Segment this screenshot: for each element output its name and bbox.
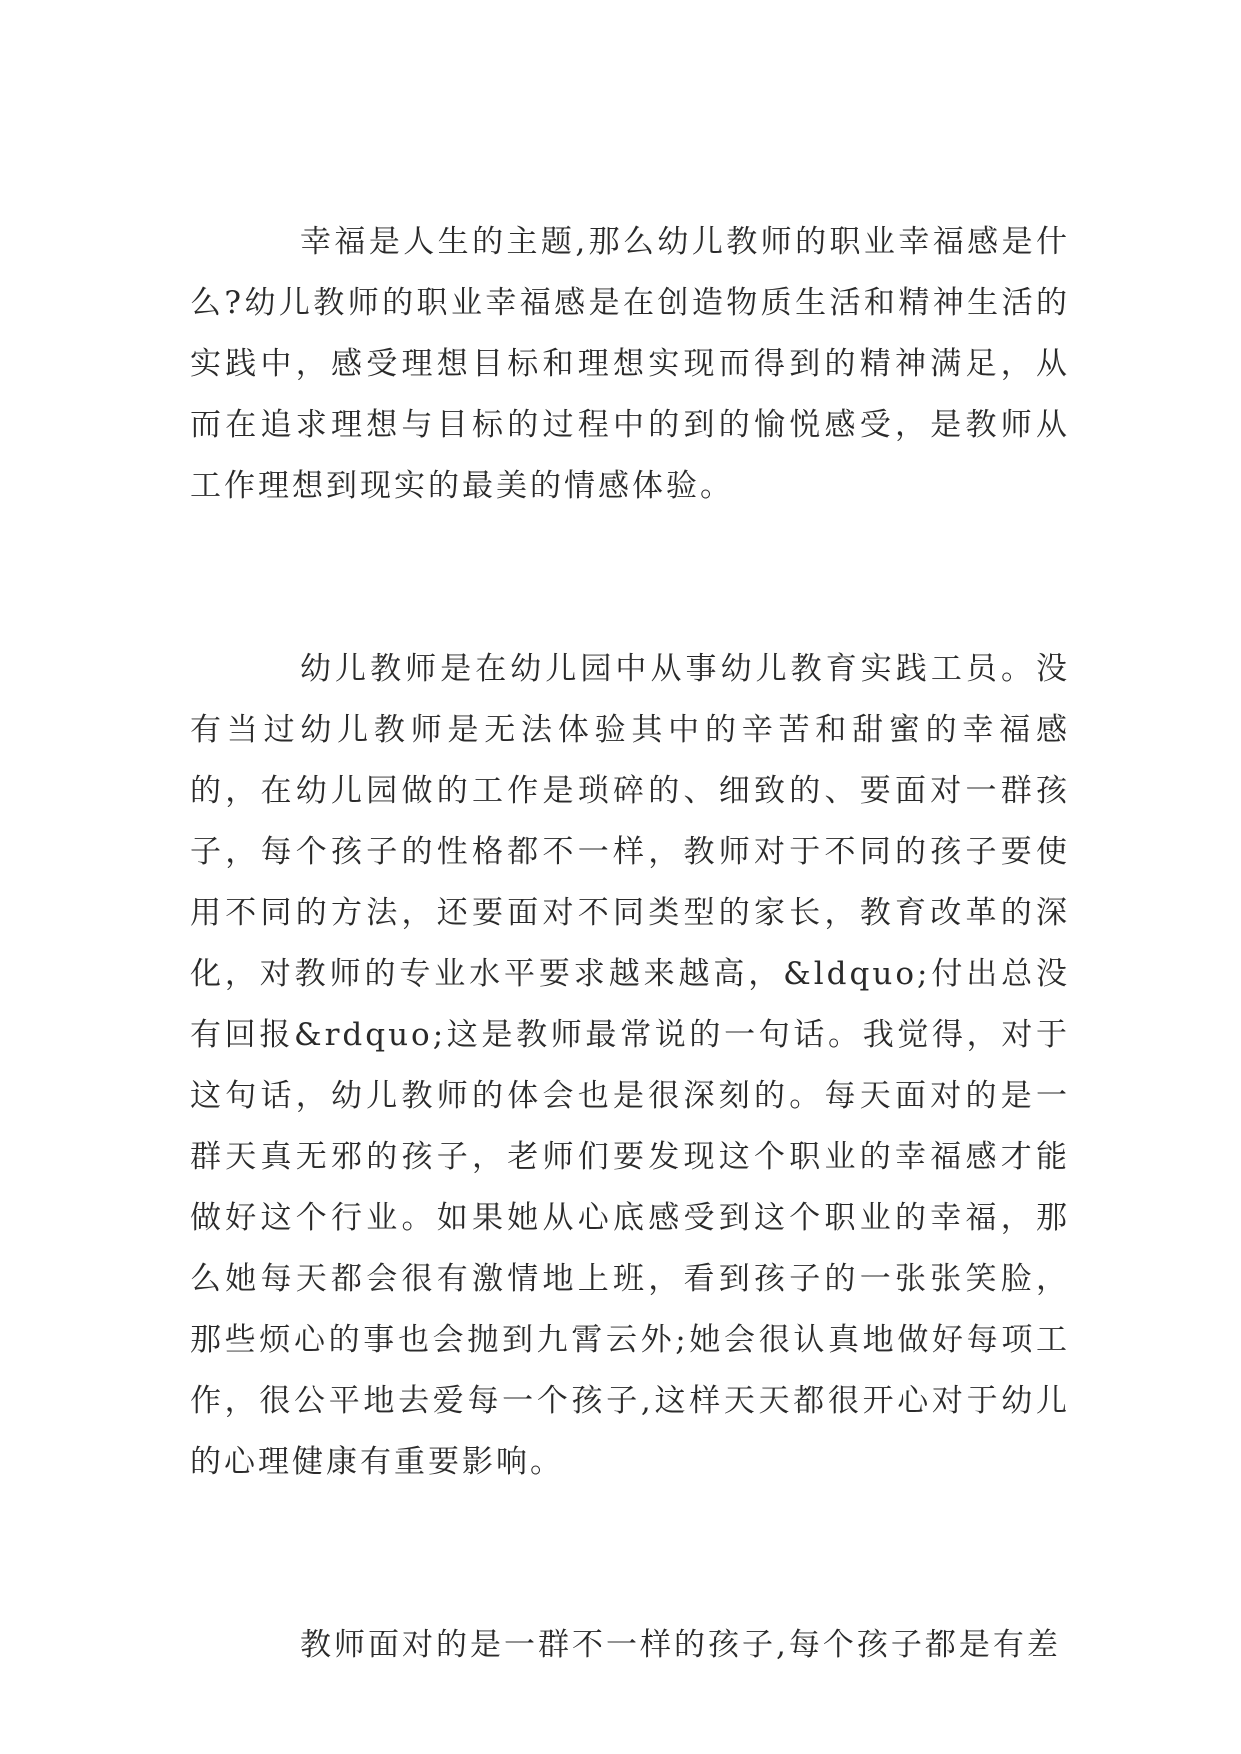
document-body <box>190 212 1070 1676</box>
paragraph-different-children: 教师面对的是一群不一样的孩子,每个孩子都是有差 <box>300 1627 1061 1663</box>
paragraph-kindergarten-teacher: 幼儿教师是在幼儿园中从事幼儿教育实践工员。没有当过幼儿教师是无法体验其中的辛苦和甜蜜的幸福感的，在幼儿园做的工作是琐碎的、细致的、要面对一群孩子，每个孩子的性格都不一样，教师对于不同的孩子要使用不同的方法，还要面对不同类型的家长，教育改革的深化，对教师的专业水平要求越来越高，&ldquo;付出总没有回报&rdquo;这是教师最常说的一句话。我觉得，对于这句话，幼儿教师的体会也是很深刻的。每天面对的是一群天真无邪的孩子，老师们要发现这个职业的幸福感才能做好这个行业。如果她从心底感受到这个职业的幸福，那么她每天都会很有激情地上班，看到孩子的一张张笑脸，那些烦心的事也会抛到九霄云外;她会很认真地做好每项工作，很公平地去爱每一个孩子,这样天天都很开心对于幼儿的心理健康有重要影响。 <box>190 651 1070 1480</box>
paragraph-career-happiness: 幸福是人生的主题,那么幼儿教师的职业幸福感是什么?幼儿教师的职业幸福感是在创造物质生活和精神生活的实践中，感受理想目标和理想实现而得到的精神满足，从而在追求理想与目标的过程中的到的愉悦感受，是教师从工作理想到现实的最美的情感体验。 <box>190 224 1070 504</box>
